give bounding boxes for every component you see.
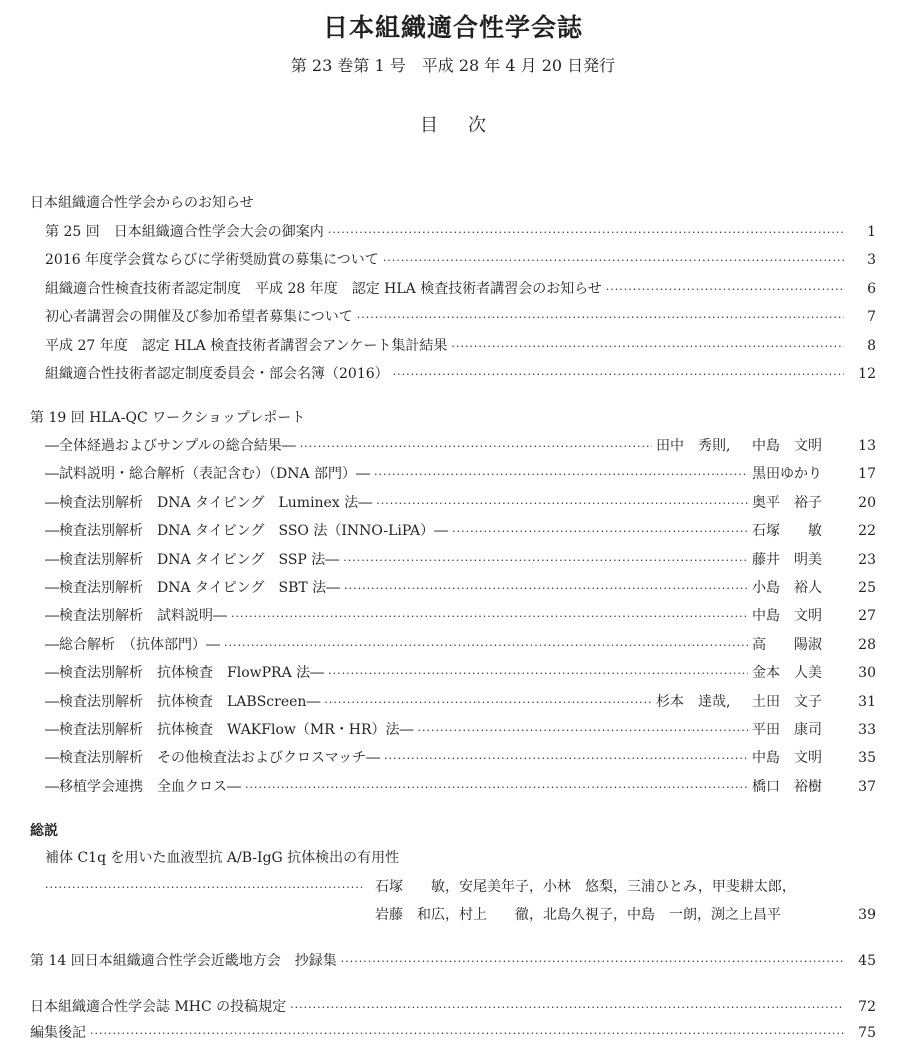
dot-leader — [324, 696, 652, 709]
author-name: 小島 裕人 — [752, 580, 822, 596]
entry-authors — [752, 719, 848, 739]
entry-title: 初心者講習会の開催及び参加希望者募集について — [45, 309, 353, 326]
toc-entry[interactable] — [45, 463, 876, 483]
page-number: 7 — [867, 309, 876, 326]
section-title: 第 19 回 HLA-QC ワークショップレポート — [30, 410, 306, 426]
author-name: 土田 文子 — [752, 693, 822, 710]
dot-leader — [300, 440, 652, 453]
author-name: 中島 文明 — [752, 608, 822, 625]
journal-title: 日本組織適合性学会誌 — [322, 13, 583, 42]
dot-leader — [231, 610, 748, 623]
page-number: 13 — [858, 438, 876, 454]
author-name: 石塚 敏 — [752, 523, 822, 540]
entry-authors — [752, 747, 848, 767]
author-name: 藤井 明美 — [752, 551, 822, 568]
author-name: 高 陽淑 — [752, 636, 822, 653]
page-number: 20 — [858, 494, 876, 511]
entry-authors — [752, 776, 848, 796]
toc-entry[interactable] — [45, 662, 876, 682]
toc-entry[interactable] — [45, 492, 876, 512]
entry-title: ―検査法別解析 抗体検査 LABScreen― — [45, 693, 321, 710]
entry-title: 第 14 回日本組織適合性学会近畿地方会 抄録集 — [30, 953, 337, 969]
author-name: 田中 秀則, — [656, 438, 731, 454]
entry-title[interactable]: 補体 C1q を用いた血液型抗 A/B-IgG 抗体検出の有用性 — [45, 850, 400, 866]
dot-leader — [357, 311, 844, 324]
author-name: 黒田ゆかり — [752, 466, 822, 483]
toc-entry[interactable] — [45, 776, 876, 796]
page-number: 75 — [858, 1025, 876, 1041]
entry-authors: 石塚 敏，安尾美年子，小林 悠梨，三浦ひとみ，甲斐耕太郎， — [375, 879, 796, 895]
dot-leader — [328, 226, 844, 239]
entry-title: 2016 年度学会賞ならびに学術奨励賞の募集について — [45, 252, 379, 269]
page-number: 39 — [858, 907, 876, 923]
author-name: 金本 人美 — [752, 665, 822, 682]
dot-leader — [418, 724, 749, 737]
entry-title: ―試料説明・総合解析（表記含む）（DNA 部門）― — [45, 466, 371, 483]
entry-title: ―検査法別解析 DNA タイピング SBT 法― — [45, 580, 341, 596]
toc-entry[interactable] — [45, 605, 876, 625]
toc-entry[interactable] — [30, 996, 876, 1016]
page-number: 33 — [858, 722, 876, 738]
entry-title: 編集後記 — [30, 1025, 86, 1041]
entry-title: ―移植学会連携 全血クロス― — [45, 778, 241, 795]
review-authors-line-1 — [45, 876, 876, 896]
page-number: 31 — [858, 693, 876, 710]
author-name: 杉本 達哉, — [656, 693, 731, 710]
section-title: 日本組織適合性学会からのお知らせ — [30, 195, 254, 211]
page-number: 6 — [867, 280, 876, 297]
toc-entry[interactable] — [45, 249, 876, 269]
dot-leader — [376, 497, 748, 510]
dot-leader — [606, 283, 844, 296]
toc-entry[interactable] — [45, 549, 876, 569]
dot-leader — [328, 667, 748, 680]
entry-title: ―検査法別解析 試料説明― — [45, 608, 227, 625]
toc-entry[interactable] — [45, 335, 876, 355]
dot-leader — [393, 368, 844, 381]
page-number: 17 — [858, 466, 876, 483]
issue-info: 第 23 巻第 1 号 平成 28 年 4 月 20 日発行 — [290, 56, 616, 75]
dot-leader — [451, 340, 844, 353]
toc-entry[interactable] — [45, 306, 876, 326]
author-name: 橋口 裕樹 — [752, 778, 822, 795]
entry-title: ―検査法別解析 DNA タイピング SSO 法（INNO-LiPA）― — [45, 523, 449, 540]
page-number: 23 — [858, 551, 876, 568]
dot-leader — [245, 781, 748, 794]
entry-authors — [752, 605, 848, 625]
page-number: 25 — [858, 580, 876, 596]
page-number: 35 — [858, 750, 876, 767]
entry-authors — [752, 463, 848, 483]
dot-leader — [45, 881, 365, 894]
toc-entry[interactable] — [45, 577, 876, 597]
toc-entry[interactable] — [45, 221, 876, 241]
entry-authors — [656, 435, 848, 455]
toc-entry[interactable] — [30, 1022, 876, 1042]
entry-title: 平成 27 年度 認定 HLA 検査技術者講習会アンケート集計結果 — [45, 337, 448, 354]
entry-title: ―検査法別解析 その他検査法およびクロスマッチ― — [45, 750, 381, 767]
page-number: 22 — [858, 523, 876, 540]
dot-leader — [224, 639, 748, 652]
toc-entry[interactable] — [45, 435, 876, 455]
entry-authors — [752, 634, 848, 654]
page-number: 3 — [867, 252, 876, 269]
dot-leader — [344, 582, 748, 595]
dot-leader — [341, 955, 844, 968]
entry-authors — [752, 662, 848, 682]
author-name: 中島 文明 — [752, 438, 822, 454]
entry-title: ―検査法別解析 DNA タイピング Luminex 法― — [45, 494, 373, 511]
toc-entry[interactable] — [45, 520, 876, 540]
toc-entry[interactable] — [30, 950, 876, 970]
entry-title: 組織適合性検査技術者認定制度 平成 28 年度 認定 HLA 検査技術者講習会のお知らせ — [45, 280, 602, 297]
page-number: 28 — [858, 636, 876, 653]
entry-title: ―検査法別解析 抗体検査 WAKFlow（MR・HR）法― — [45, 722, 414, 738]
dot-leader — [290, 1001, 844, 1014]
toc-entry[interactable] — [45, 747, 876, 767]
entry-title: ―検査法別解析 DNA タイピング SSP 法― — [45, 551, 340, 568]
entry-authors — [656, 691, 848, 711]
author-name: 平田 康司 — [752, 722, 822, 738]
toc-entry[interactable] — [45, 634, 876, 654]
entry-title: ―総合解析 （抗体部門）― — [45, 636, 220, 653]
entry-authors — [752, 520, 848, 540]
entry-authors — [752, 577, 848, 597]
entry-title: ―検査法別解析 抗体検査 FlowPRA 法― — [45, 665, 325, 682]
entry-authors: 岩藤 和広，村上 徹，北島久視子，中島 一朗，渕之上昌平 — [375, 907, 781, 923]
section-title: 総説 — [30, 823, 58, 839]
toc-heading: 目次 — [420, 115, 516, 136]
page-number: 27 — [858, 608, 876, 625]
toc-entry[interactable] — [45, 363, 876, 383]
dot-leader — [374, 468, 748, 481]
entry-title: ―全体経過およびサンプルの総合結果― — [45, 438, 296, 454]
dot-leader — [343, 554, 748, 567]
page-number: 8 — [867, 337, 876, 354]
review-authors-line-2 — [45, 904, 876, 924]
page-number: 45 — [858, 953, 876, 969]
author-name: 奥平 裕子 — [752, 494, 822, 511]
page-number: 37 — [858, 778, 876, 795]
dot-leader — [383, 254, 844, 267]
author-name: 中島 文明 — [752, 750, 822, 767]
page-number: 12 — [858, 366, 876, 382]
entry-title: 組織適合性技術者認定制度委員会・部会名簿（2016） — [45, 366, 389, 382]
dot-leader — [452, 525, 748, 538]
toc-entry[interactable] — [45, 278, 876, 298]
entry-title: 日本組織適合性学会誌 MHC の投稿規定 — [30, 999, 287, 1015]
dot-leader — [90, 1027, 844, 1040]
toc-entry[interactable] — [45, 719, 876, 739]
page-number: 1 — [867, 224, 876, 240]
entry-title: 第 25 回 日本組織適合性学会大会の御案内 — [45, 224, 324, 240]
page-number: 30 — [858, 665, 876, 682]
page-number: 72 — [858, 999, 876, 1015]
dot-leader — [384, 752, 748, 765]
entry-authors — [752, 549, 848, 569]
toc-entry[interactable] — [45, 691, 876, 711]
entry-authors — [752, 492, 848, 512]
